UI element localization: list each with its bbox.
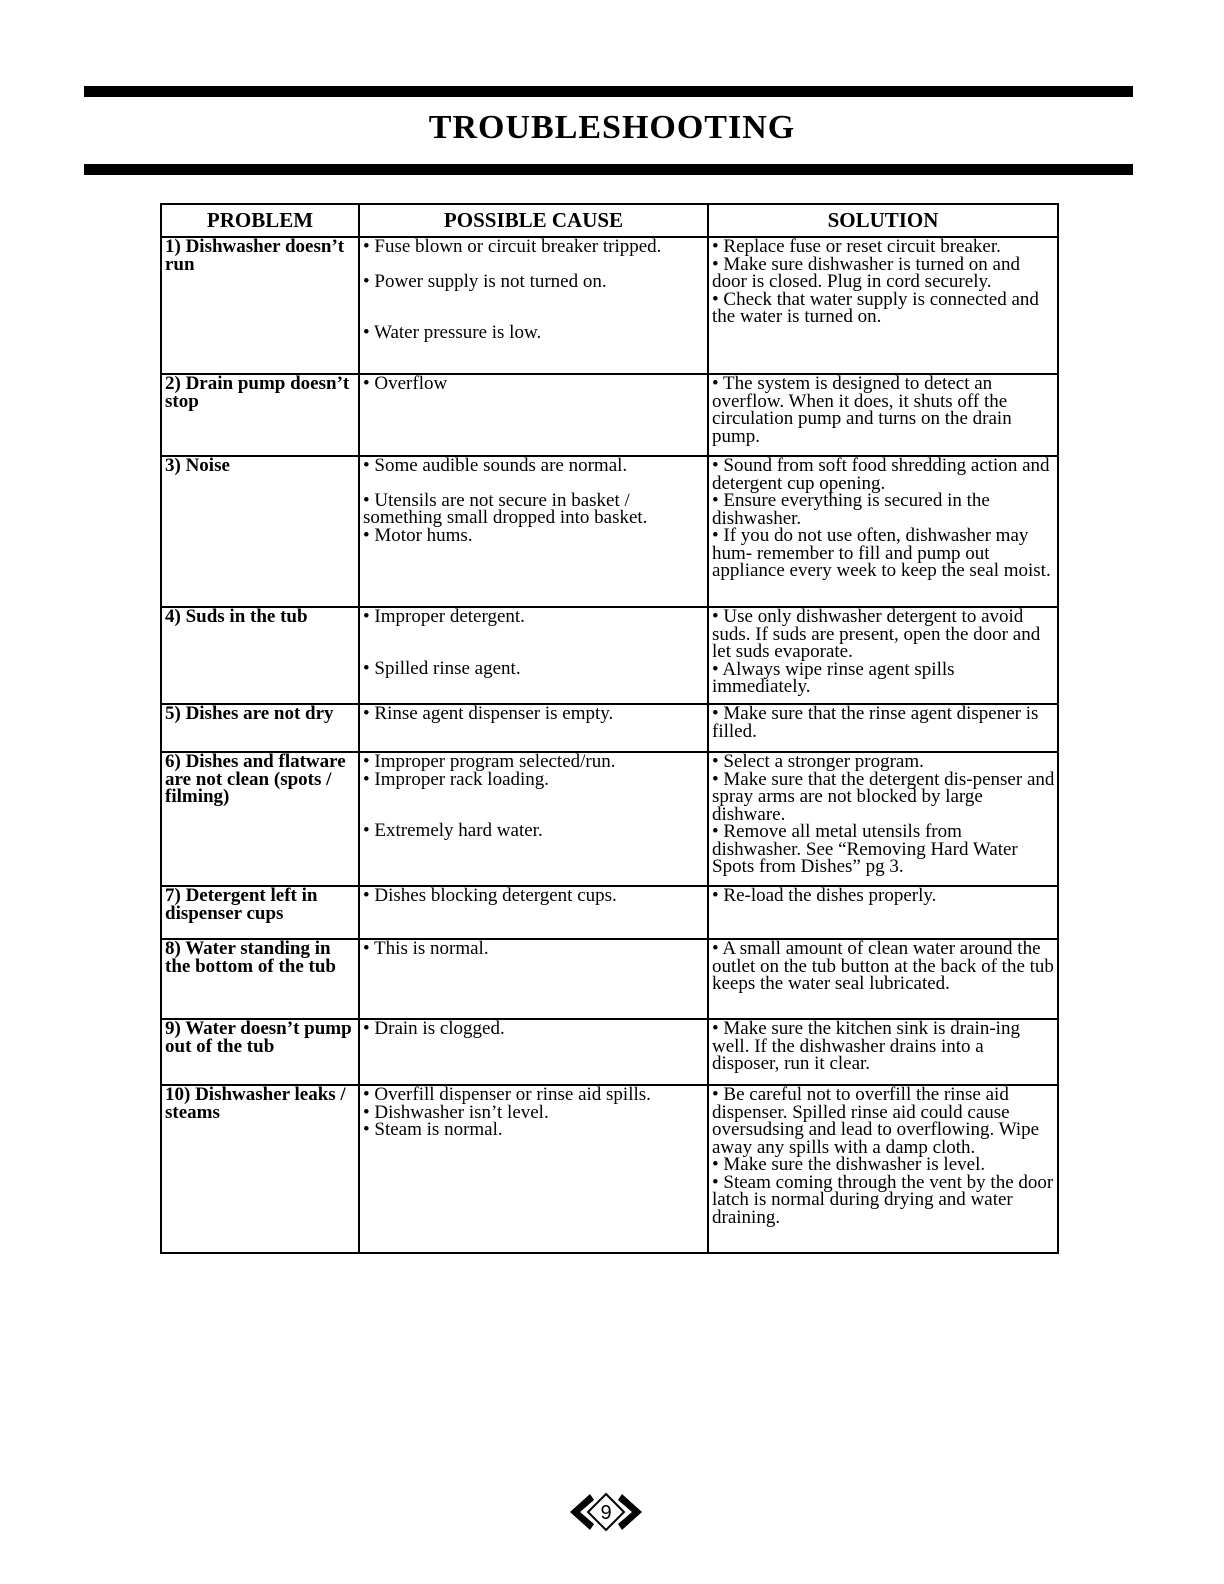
solution-cell: [708, 456, 1058, 607]
solution-cell: [708, 607, 1058, 704]
bottom-rule: [84, 164, 1133, 175]
problem-cell: 7) Detergent left in dispenser cups: [161, 886, 359, 939]
cause-cell: [359, 704, 708, 752]
solution-item: • Re-load the dishes properly.: [712, 885, 937, 906]
page-number-diamond-icon: [566, 1490, 646, 1534]
problem-cell: 1) Dishwasher doesn’t run: [161, 237, 359, 374]
table-row: [161, 456, 1058, 607]
cause-item: • Improper program selected/run.: [363, 751, 616, 772]
solution-item: • Ensure everything is secured in the dishwasher.: [712, 490, 990, 529]
cause-item: • Extremely hard water.: [363, 820, 543, 841]
problem-cell: 4) Suds in the tub: [161, 607, 359, 704]
solution-item: • Use only dishwasher detergent to avoid suds. If suds are present, open the door and let suds evaporate.: [712, 606, 1041, 662]
solution-item: • Remove all metal utensils from dishwasher. See “Removing Hard Water Spots from Dishes” pg 3.: [712, 821, 1018, 877]
cause-item: • Steam is normal.: [363, 1119, 503, 1140]
cause-item: • Improper detergent.: [363, 606, 525, 627]
table-row: [161, 1019, 1058, 1085]
page-number: 9: [600, 1502, 612, 1524]
table-header-row: [161, 204, 1058, 237]
cause-item: • Overflow: [363, 373, 448, 394]
solution-item: • Select a stronger program.: [712, 751, 924, 772]
cause-item: • Dishwasher isn’t level.: [363, 1101, 549, 1123]
table-row: [161, 886, 1058, 939]
cause-item: • Overfill dispenser or rinse aid spills.: [363, 1084, 651, 1105]
solution-item: • Make sure that the rinse agent dispener is filled.: [712, 703, 1039, 742]
header-problem: PROBLEM: [161, 204, 359, 237]
table-row: [161, 704, 1058, 752]
cause-item: • Some audible sounds are normal.: [363, 455, 628, 476]
cause-item: • Rinse agent dispenser is empty.: [363, 703, 614, 724]
page-title: TROUBLESHOOTING: [428, 109, 796, 146]
solution-item: • Make sure that the detergent dis-penser and spray arms are not blocked by large dishware.: [712, 768, 1055, 825]
solution-item: • If you do not use often, dishwasher may hum- remember to fill and pump out appliance every week to keep the seal moist.: [712, 525, 1051, 581]
solution-cell: [708, 237, 1058, 374]
solution-item: • Always wipe rinse agent spills immediately.: [712, 658, 955, 697]
table-row: [161, 1085, 1058, 1253]
page-number-badge: [566, 1490, 646, 1534]
table-row: [161, 939, 1058, 1019]
solution-cell: [708, 886, 1058, 939]
header-cause: POSSIBLE CAUSE: [359, 204, 708, 237]
cause-item: • Utensils are not secure in basket / something small dropped into basket.: [363, 489, 648, 528]
table-row: [161, 752, 1058, 886]
table-row: [161, 374, 1058, 456]
solution-cell: [708, 939, 1058, 1019]
cause-item: • Drain is clogged.: [363, 1018, 505, 1039]
cause-cell: [359, 752, 708, 886]
solution-cell: [708, 752, 1058, 886]
cause-cell: [359, 886, 708, 939]
problem-cell: 9) Water doesn’t pump out of the tub: [161, 1019, 359, 1085]
solution-item: • Make sure the kitchen sink is drain-ing well. If the dishwasher drains into a disposer, run it clear.: [712, 1018, 1020, 1074]
solution-cell: [708, 1019, 1058, 1085]
cause-cell: [359, 374, 708, 456]
solution-cell: [708, 374, 1058, 456]
troubleshooting-table: [160, 203, 1059, 1254]
cause-item: • Water pressure is low.: [363, 322, 542, 343]
cause-item: • This is normal.: [363, 938, 489, 959]
solution-item: • Be careful not to overfill the rinse aid dispenser. Spilled rinse aid could cause oversudsing and lead to overflowing. Wipe away any spills with a damp cloth.: [712, 1084, 1040, 1158]
table-row: [161, 237, 1058, 374]
cause-item: • Power supply is not turned on.: [363, 270, 607, 292]
problem-cell: 5) Dishes are not dry: [161, 704, 359, 752]
cause-cell: [359, 456, 708, 607]
problem-cell: 6) Dishes and flatware are not clean (spots / filming): [161, 752, 359, 886]
header-solution: SOLUTION: [708, 204, 1058, 237]
cause-item: • Fuse blown or circuit breaker tripped.: [363, 236, 662, 257]
cause-item: • Dishes blocking detergent cups.: [363, 885, 617, 906]
cause-cell: [359, 607, 708, 704]
solution-item: • Steam coming through the vent by the door latch is normal during drying and water draining.: [712, 1171, 1054, 1228]
problem-cell: 2) Drain pump doesn’t stop: [161, 374, 359, 456]
cause-cell: [359, 1019, 708, 1085]
solution-item: • Make sure dishwasher is turned on and door is closed. Plug in cord securely.: [712, 253, 1020, 292]
top-rule: [84, 86, 1133, 97]
cause-cell: [359, 939, 708, 1019]
solution-cell: [708, 1085, 1058, 1253]
solution-item: • A small amount of clean water around the outlet on the tub button at the back of the tub keeps the water seal lubricated.: [712, 938, 1054, 994]
problem-cell: 3) Noise: [161, 456, 359, 607]
solution-item: • Sound from soft food shredding action and detergent cup opening.: [712, 455, 1050, 494]
table-row: [161, 607, 1058, 704]
cause-cell: [359, 1085, 708, 1253]
cause-cell: [359, 237, 708, 374]
solution-cell: [708, 704, 1058, 752]
problem-cell: 10) Dishwasher leaks / steams: [161, 1085, 359, 1253]
cause-item: • Spilled rinse agent.: [363, 657, 521, 679]
cause-item: • Motor hums.: [363, 524, 473, 546]
solution-item: • Check that water supply is connected and the water is turned on.: [712, 288, 1039, 327]
problem-cell: 8) Water standing in the bottom of the tub: [161, 939, 359, 1019]
solution-item: • Make sure the dishwasher is level.: [712, 1154, 986, 1175]
solution-item: • Replace fuse or reset circuit breaker.: [712, 236, 1001, 257]
cause-item: • Improper rack loading.: [363, 768, 550, 790]
solution-item: • The system is designed to detect an overflow. When it does, it shuts off the circulation pump and turns on the drain pump.: [712, 373, 1012, 447]
